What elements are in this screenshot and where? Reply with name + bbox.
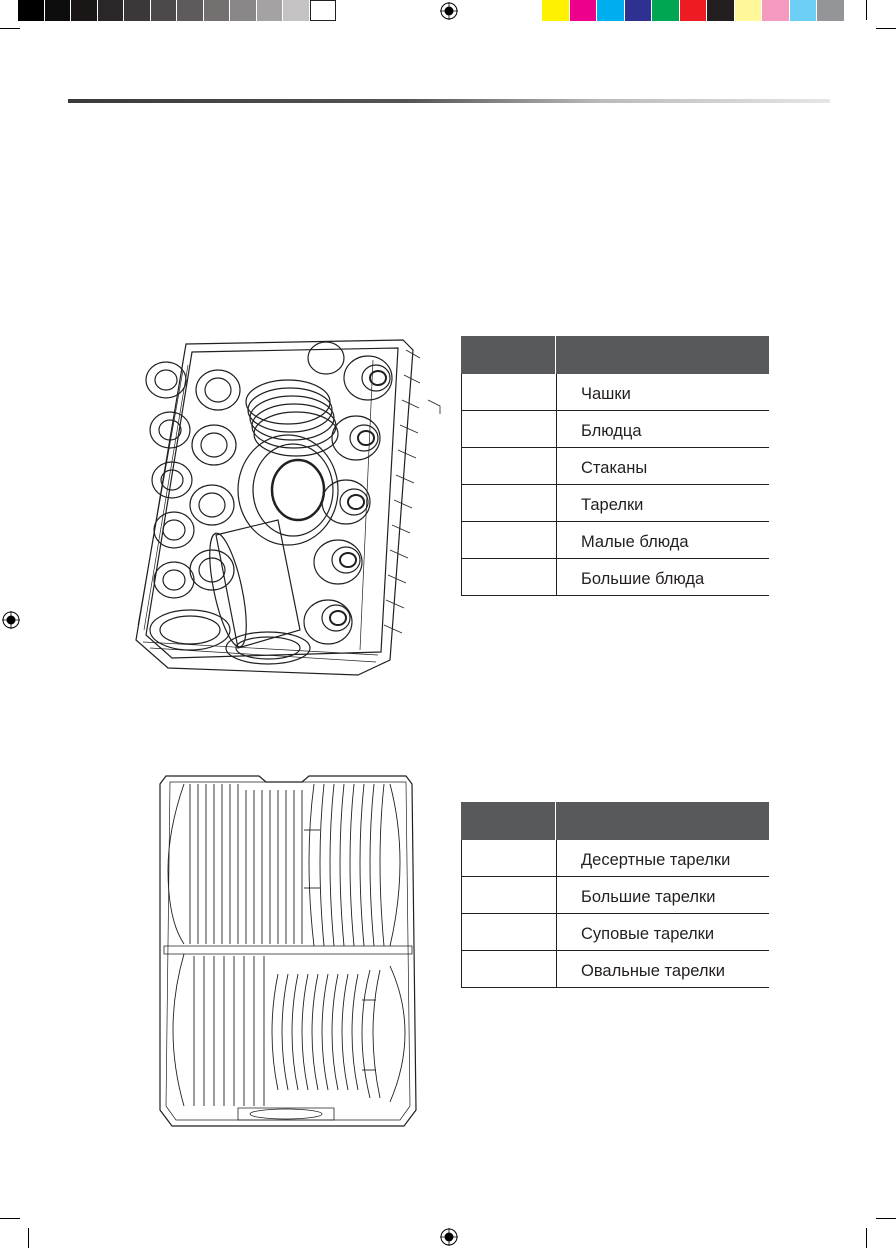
legend-number-cell — [461, 559, 557, 595]
upper-basket-legend — [461, 336, 769, 596]
legend-label: Десертные тарелки — [581, 851, 731, 869]
legend-row — [461, 448, 769, 485]
legend-label: Стаканы — [581, 459, 648, 477]
legend-number-cell — [461, 448, 557, 484]
registration-mark-bottom — [440, 1228, 458, 1246]
legend-number-cell — [461, 914, 557, 950]
color-swatch — [707, 0, 735, 21]
crop-mark-bottom-left — [28, 1228, 29, 1248]
color-swatch — [124, 0, 151, 21]
color-swatch — [71, 0, 98, 21]
color-swatch — [652, 0, 680, 21]
legend-row — [461, 374, 769, 411]
color-swatch — [45, 0, 72, 21]
legend-label: Тарелки — [581, 496, 644, 514]
color-swatch — [230, 0, 257, 21]
legend-number-cell — [461, 951, 557, 987]
color-swatch — [597, 0, 625, 21]
legend-row — [461, 914, 769, 951]
crop-mark-bottom-right — [866, 1228, 867, 1248]
process-color-bar — [542, 0, 845, 21]
legend-row — [461, 951, 769, 988]
legend-number-cell — [461, 840, 557, 876]
legend-row — [461, 411, 769, 448]
legend-label: Овальные тарелки — [581, 962, 725, 980]
header-rule — [68, 99, 830, 103]
legend-label: Чашки — [581, 385, 631, 403]
color-swatch — [762, 0, 790, 21]
legend-row — [461, 522, 769, 559]
crop-mark-bottom-right-h — [876, 1218, 896, 1219]
color-swatch — [98, 0, 125, 21]
legend-number-cell — [461, 877, 557, 913]
color-swatch — [283, 0, 310, 21]
registration-mark-top — [440, 2, 458, 20]
color-swatch — [817, 0, 845, 21]
crop-mark-bottom-left-h — [0, 1218, 20, 1219]
color-swatch — [735, 0, 763, 21]
color-swatch — [625, 0, 653, 21]
color-swatch — [790, 0, 818, 21]
crop-mark-top-right — [866, 0, 867, 20]
legend-label: Большие тарелки — [581, 888, 716, 906]
color-swatch — [570, 0, 598, 21]
legend-label: Блюдца — [581, 422, 642, 440]
color-swatch — [680, 0, 708, 21]
legend-label: Малые блюда — [581, 533, 689, 551]
legend-row — [461, 840, 769, 877]
legend-row — [461, 559, 769, 596]
color-swatch — [310, 0, 337, 21]
color-swatch — [18, 0, 45, 21]
grayscale-color-bar — [18, 0, 336, 21]
color-swatch — [204, 0, 231, 21]
color-swatch — [177, 0, 204, 21]
crop-mark-top-right-h — [876, 28, 896, 29]
color-swatch — [257, 0, 284, 21]
legend-header — [461, 802, 769, 840]
color-swatch — [542, 0, 570, 21]
legend-number-cell — [461, 411, 557, 447]
legend-label: Суповые тарелки — [581, 925, 715, 943]
legend-row — [461, 485, 769, 522]
crop-mark-top-left-h — [0, 28, 20, 29]
lower-basket-illustration — [154, 770, 424, 1130]
legend-number-cell — [461, 374, 557, 410]
upper-basket-illustration — [128, 330, 458, 685]
crop-mark-top-left — [28, 0, 29, 20]
legend-number-cell — [461, 522, 557, 558]
registration-mark-left — [2, 611, 20, 629]
color-swatch — [151, 0, 178, 21]
legend-row — [461, 877, 769, 914]
legend-number-cell — [461, 485, 557, 521]
lower-basket-legend — [461, 802, 769, 988]
legend-label: Большие блюда — [581, 570, 705, 588]
legend-header — [461, 336, 769, 374]
